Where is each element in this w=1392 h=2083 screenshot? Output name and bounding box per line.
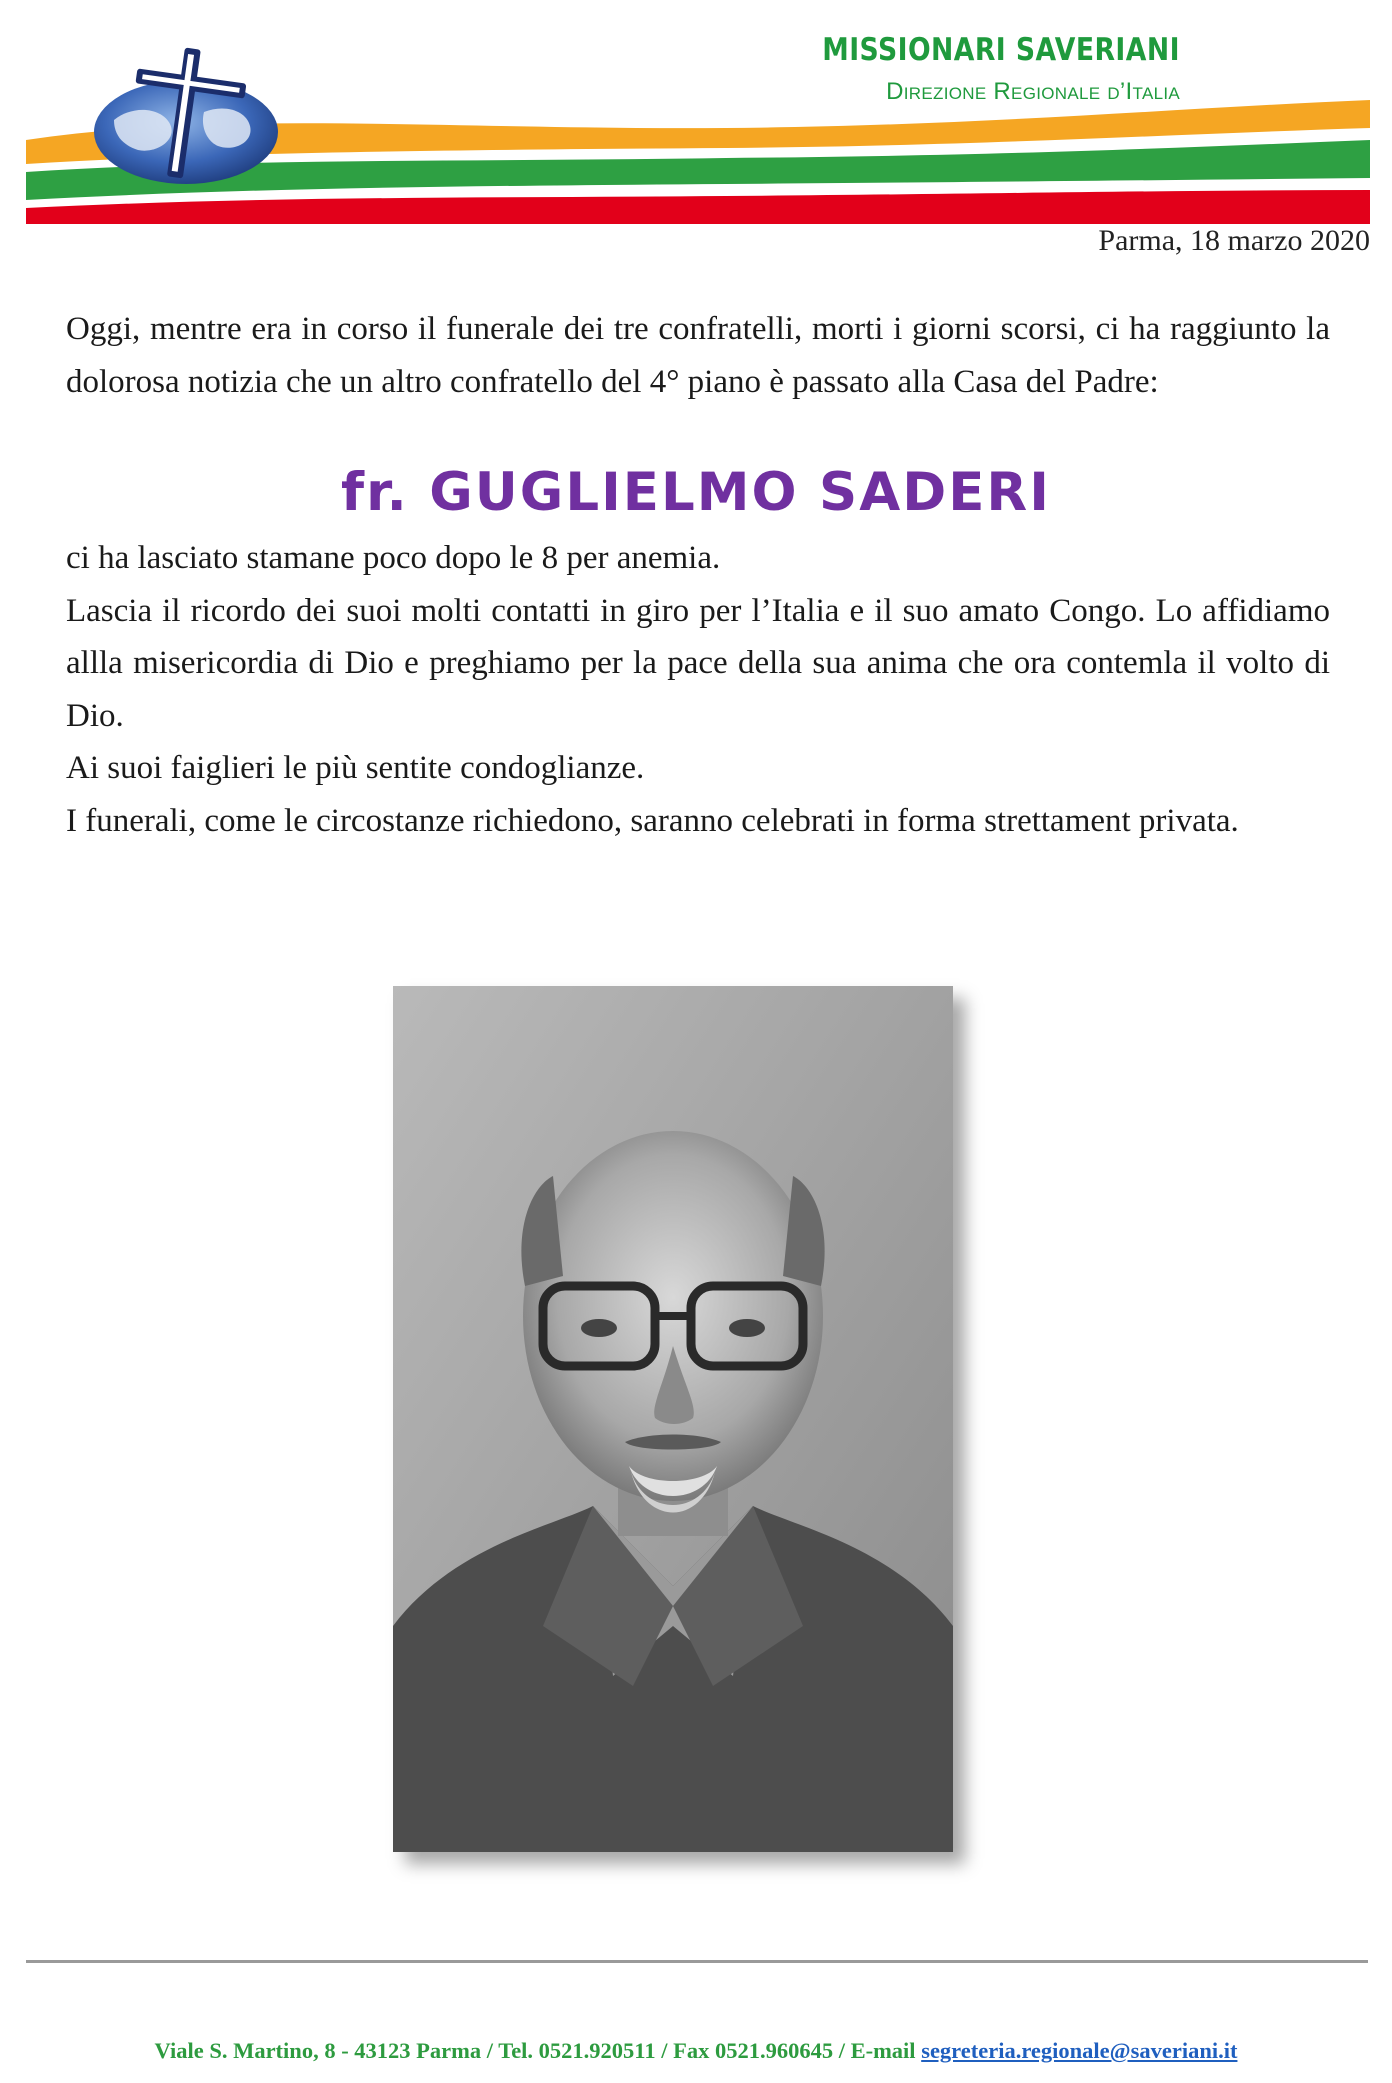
intro-paragraph: Oggi, mentre era in corso il funerale dei tre confratelli, morti i giorni scorsi, ci ha raggiunto la dolorosa notizia che un altro confratello del 4° piano è passato alla Casa del Padre: <box>66 311 1330 400</box>
saveriani-cross-globe-logo <box>74 42 294 192</box>
footer-email-link[interactable]: segreteria.regionale@saveriani.it <box>921 2038 1238 2063</box>
portrait-photo-icon <box>393 986 953 1852</box>
organization-name: MISSIONARI SAVERIANI <box>822 32 1180 68</box>
portrait-photo <box>393 986 953 1852</box>
body-paragraph: ci ha lasciato stamane poco dopo le 8 per anemia. <box>66 540 721 576</box>
organization-subtitle: Direzione Regionale d’Italia <box>886 78 1180 105</box>
body-paragraph: Lascia il ricordo dei suoi molti contatti in giro per l’Italia e il suo amato Congo. Lo affidiamo allla misericordia di Dio e preghiamo per la pace della sua anima che ora contemla il volto di Dio. <box>66 592 1330 734</box>
body-paragraph: Ai suoi faiglieri le più sentite condoglianze. <box>66 750 645 786</box>
letter-date: Parma, 18 marzo 2020 <box>1098 224 1370 257</box>
deceased-name-heading: fr. GUGLIELMO SADERI <box>341 462 1051 523</box>
footer-divider <box>26 1960 1368 1963</box>
body-paragraph: I funerali, come le circostanze richiedono, saranno celebrati in forma strettament privata. <box>66 802 1239 839</box>
body-text <box>66 532 1330 847</box>
footer-contact <box>0 2038 1392 2064</box>
letterhead <box>26 0 1370 230</box>
footer-address: Viale S. Martino, 8 - 43123 Parma / Tel. 0521.920511 / Fax 0521.960645 / E-mail <box>154 2038 922 2063</box>
